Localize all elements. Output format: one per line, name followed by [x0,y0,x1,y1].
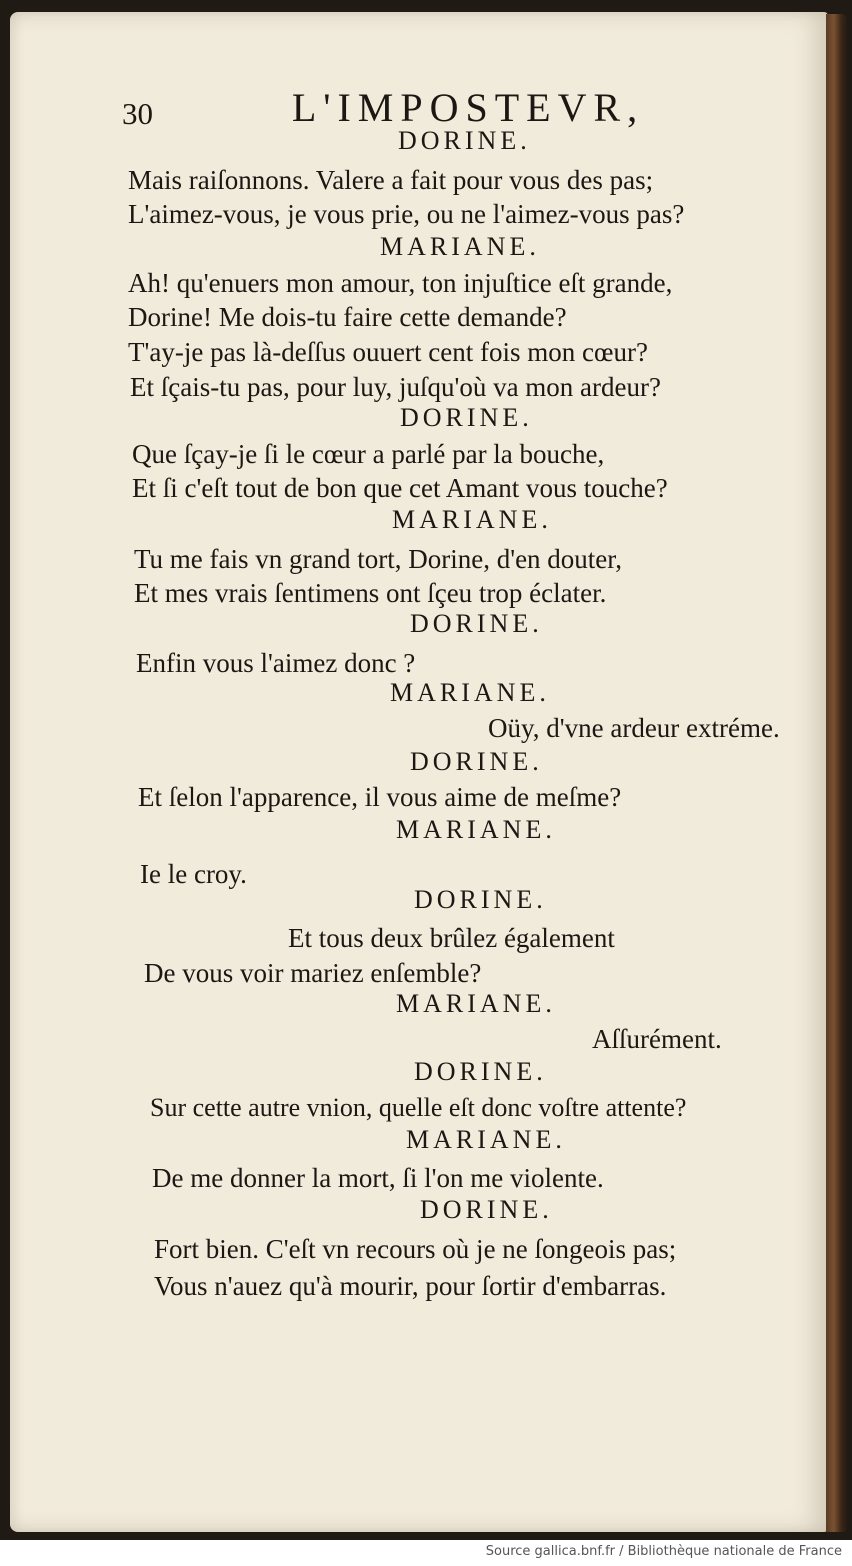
verse-line: Ah! qu'enuers mon amour, ton injuſtice eſt grande, [128,268,673,298]
verse-line: Que ſçay-je ſi le cœur a parlé par la bouche, [132,439,605,469]
page-number: 30 [122,96,153,131]
verse-line: Enfin vous l'aimez donc ? [136,648,416,678]
verse-line: Et ſçais-tu pas, pour luy, juſqu'où va mon ardeur? [130,372,661,402]
verse-line: De vous voir mariez enſemble? [144,958,482,988]
verse-line: Dorine! Me dois-tu faire cette demande? [128,302,567,332]
verse-line: Sur cette autre vnion, quelle eſt donc voſtre attente? [150,1093,687,1122]
speaker-name: MARIANE. [396,989,556,1018]
book-spine [826,14,848,1532]
speaker-name: DORINE. [414,1057,547,1086]
speaker-name: MARIANE. [392,505,552,534]
speaker-name: DORINE. [410,747,543,776]
verse-line: Fort bien. C'eſt vn recours où je ne ſongeois pas; [154,1234,677,1264]
verse-line: Et ſi c'eſt tout de bon que cet Amant vous touche? [132,473,668,503]
speaker-name: DORINE. [414,885,547,914]
speaker-name: MARIANE. [380,232,540,261]
speaker-name: DORINE. [400,403,533,432]
verse-line: Vous n'auez qu'à mourir, pour ſortir d'embarras. [154,1271,667,1301]
verse-line: Oüy, d'vne ardeur extréme. [488,713,780,743]
running-title: L'IMPOSTEVR, [291,85,645,130]
verse-line: De me donner la mort, ſi l'on me violente. [152,1163,604,1193]
verse-line: Aſſurément. [592,1024,722,1054]
speaker-name: DORINE. [420,1195,553,1224]
verse-line: Mais raiſonnons. Valere a fait pour vous des pas; [128,165,654,195]
verse-line: Et tous deux brûlez également [288,923,615,953]
speaker-name: MARIANE. [390,678,550,707]
speaker-name: MARIANE. [396,815,556,844]
speaker-name: DORINE. [398,126,531,155]
verse-line: T'ay-je pas là-deſſus ouuert cent fois mon cœur? [128,337,648,367]
speaker-name: MARIANE. [406,1125,566,1154]
verse-line: L'aimez-vous, je vous prie, ou ne l'aimez-vous pas? [128,199,685,229]
verse-line: Et mes vrais ſentimens ont ſçeu trop éclater. [134,578,607,608]
verse-line: Ie le croy. [140,859,247,889]
verse-line: Et ſelon l'apparence, il vous aime de meſme? [138,782,622,812]
source-credit: Source gallica.bnf.fr / Bibliothèque nationale de France [485,1544,842,1559]
verse-line: Tu me fais vn grand tort, Dorine, d'en douter, [134,544,622,574]
speaker-name: DORINE. [410,609,543,638]
